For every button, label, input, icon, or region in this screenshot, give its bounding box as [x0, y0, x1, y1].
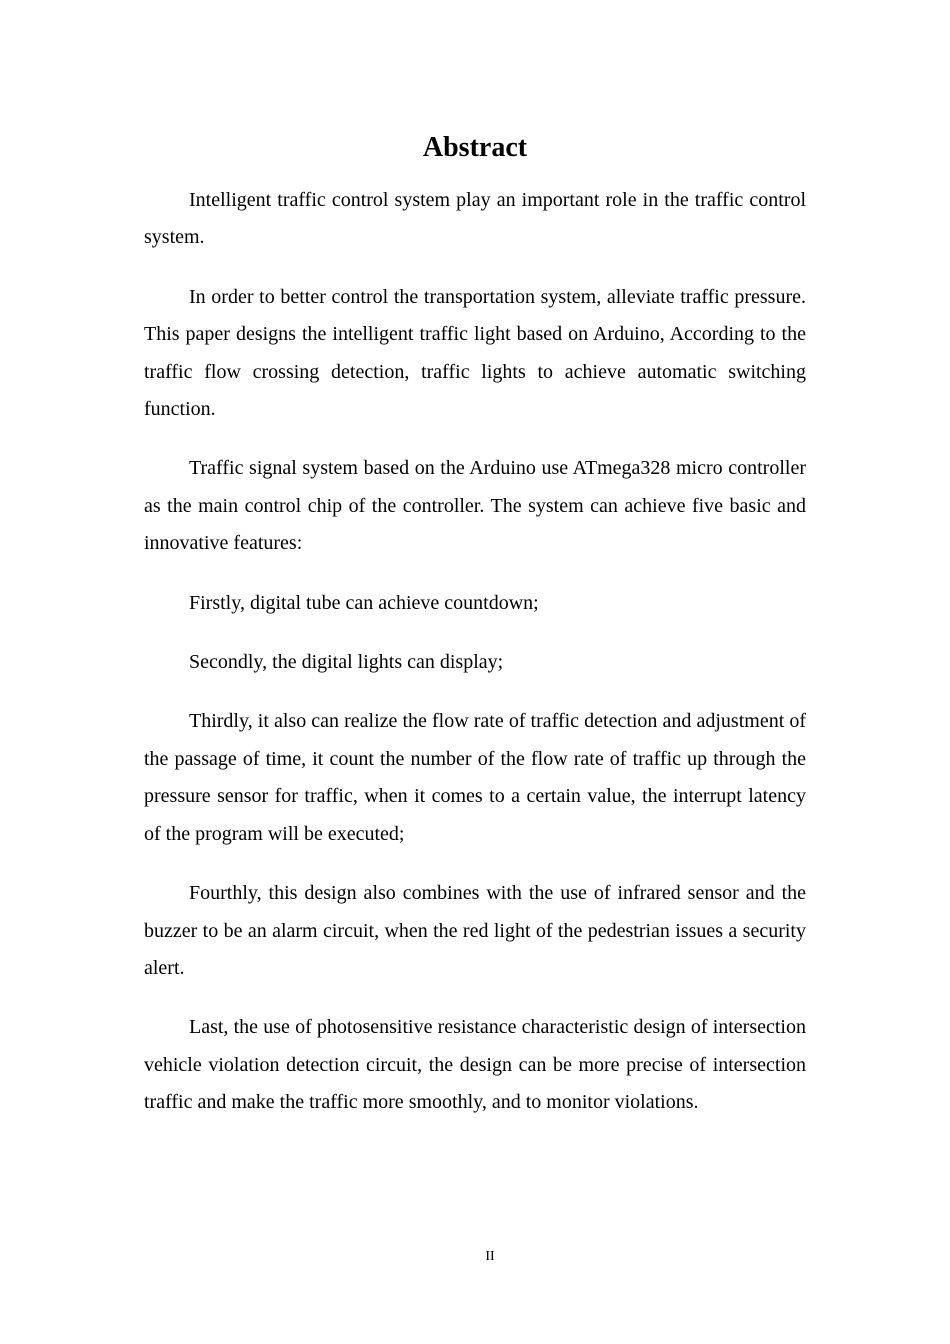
- abstract-paragraph-system: Traffic signal system based on the Arduino use ATmega328 micro controller as the main control chip of the controller. The system can achieve five basic and innovative features:: [144, 457, 806, 555]
- abstract-title: Abstract: [422, 132, 528, 163]
- abstract-paragraph-purpose: In order to better control the transportation system, alleviate traffic pressure. This paper designs the intelligent traffic light based on Arduino, According to the traffic flow crossing detection, traffic lights to achieve automatic switching function.: [144, 285, 806, 421]
- abstract-paragraph-feature-1: Firstly, digital tube can achieve countdown;: [189, 591, 539, 614]
- abstract-paragraph-feature-4: Fourthly, this design also combines with the use of infrared sensor and the buzzer to be an alarm circuit, when the red light of the pedestrian issues a security alert.: [144, 882, 806, 979]
- abstract-paragraph-feature-5: Last, the use of photosensitive resistance characteristic design of intersection vehicle violation detection circuit, the design can be more precise of intersection traffic and make the traffic more smoothly, and to monitor violations.: [144, 1016, 806, 1114]
- abstract-section: [144, 128, 806, 1122]
- abstract-paragraph-intro: Intelligent traffic control system play an important role in the traffic control system.: [144, 189, 806, 249]
- page-number: II: [485, 1249, 495, 1264]
- abstract-paragraph-feature-2: Secondly, the digital lights can display;: [189, 651, 504, 674]
- abstract-paragraph-feature-3: Thirdly, it also can realize the flow rate of traffic detection and adjustment of the passage of time, it count the number of the flow rate of traffic up through the pressure sensor for traffic, when it comes to a certain value, the interrupt latency of the program will be executed;: [144, 710, 806, 845]
